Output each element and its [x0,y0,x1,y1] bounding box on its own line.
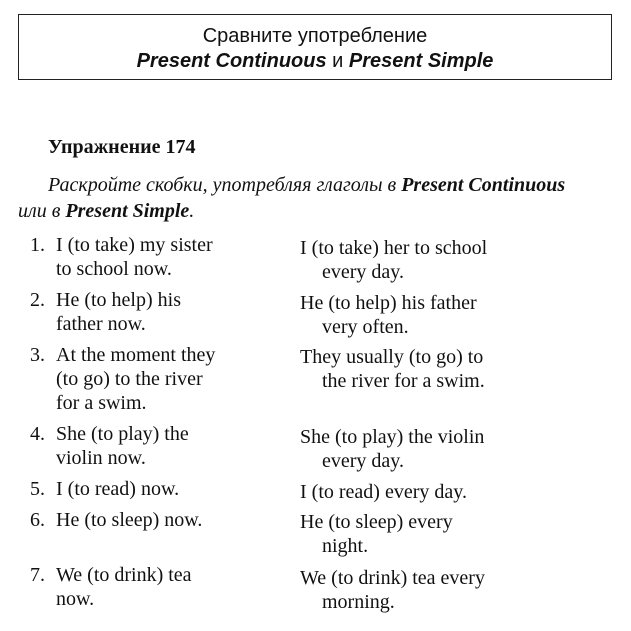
item-text: (to go) to the river [56,368,203,390]
header-tense-2: Present Simple [348,50,494,72]
instruction-tense-2: Present Simple [65,200,190,222]
item-text: They usually (to go) to [300,346,484,368]
item-text: father now. [56,313,146,335]
item-text: He (to help) his [56,289,181,311]
item-text: every day. [322,450,404,472]
header-conjunction: и [332,50,344,72]
comparison-header-box [18,14,612,80]
item-text: the river for a swim. [322,370,485,392]
item-1-continuous [30,233,300,281]
item-text: She (to play) the [56,423,189,445]
item-number: 6. [30,509,45,531]
item-text: every day. [322,261,404,283]
item-text: violin now. [56,447,146,469]
item-text: At the moment they [56,344,216,366]
item-number: 7. [30,564,45,586]
item-number: 4. [30,423,45,445]
item-5-continuous [30,477,300,501]
instruction-middle: или в [18,200,61,222]
instruction-tense-1: Present Continuous [401,174,566,196]
item-1-simple [300,236,600,284]
item-text: I (to read) now. [56,478,180,500]
item-text: She (to play) the violin [300,426,485,448]
item-4-continuous [30,422,300,470]
item-7-simple [300,566,600,614]
item-text: to school now. [56,258,172,280]
header-line-1: Сравните употребление [202,25,428,47]
item-text: We (to drink) tea every [300,567,485,589]
item-4-simple [300,425,600,473]
item-6-simple [300,510,600,558]
item-text: He (to sleep) every [300,511,453,533]
item-text: I (to take) her to school [300,237,488,259]
header-line-2 [19,49,611,73]
item-number: 3. [30,344,45,366]
exercise-instruction [18,172,578,224]
item-2-continuous [30,288,300,336]
item-3-continuous [30,343,300,415]
item-text: I (to read) every day. [300,481,467,503]
item-text: We (to drink) tea [56,564,192,586]
item-5-simple [300,480,600,504]
item-number: 5. [30,478,45,500]
item-number: 1. [30,234,45,256]
item-text: morning. [322,591,395,613]
item-3-simple [300,345,600,393]
instruction-prefix: Раскройте скобки, употребляя глаголы в [48,174,397,196]
item-6-continuous [30,508,300,532]
exercise-number: Упражнение 174 [48,136,196,158]
item-text: now. [56,588,95,610]
item-7-continuous [30,563,300,611]
item-number: 2. [30,289,45,311]
instruction-end: . [189,200,195,222]
item-text: I (to take) my sister [56,234,213,256]
item-text: very often. [322,316,409,338]
header-tense-1: Present Continuous [136,50,327,72]
item-text: He (to sleep) now. [56,509,203,531]
item-2-simple [300,291,600,339]
item-text: night. [322,535,369,557]
item-text: He (to help) his father [300,292,477,314]
item-text: for a swim. [56,392,147,414]
